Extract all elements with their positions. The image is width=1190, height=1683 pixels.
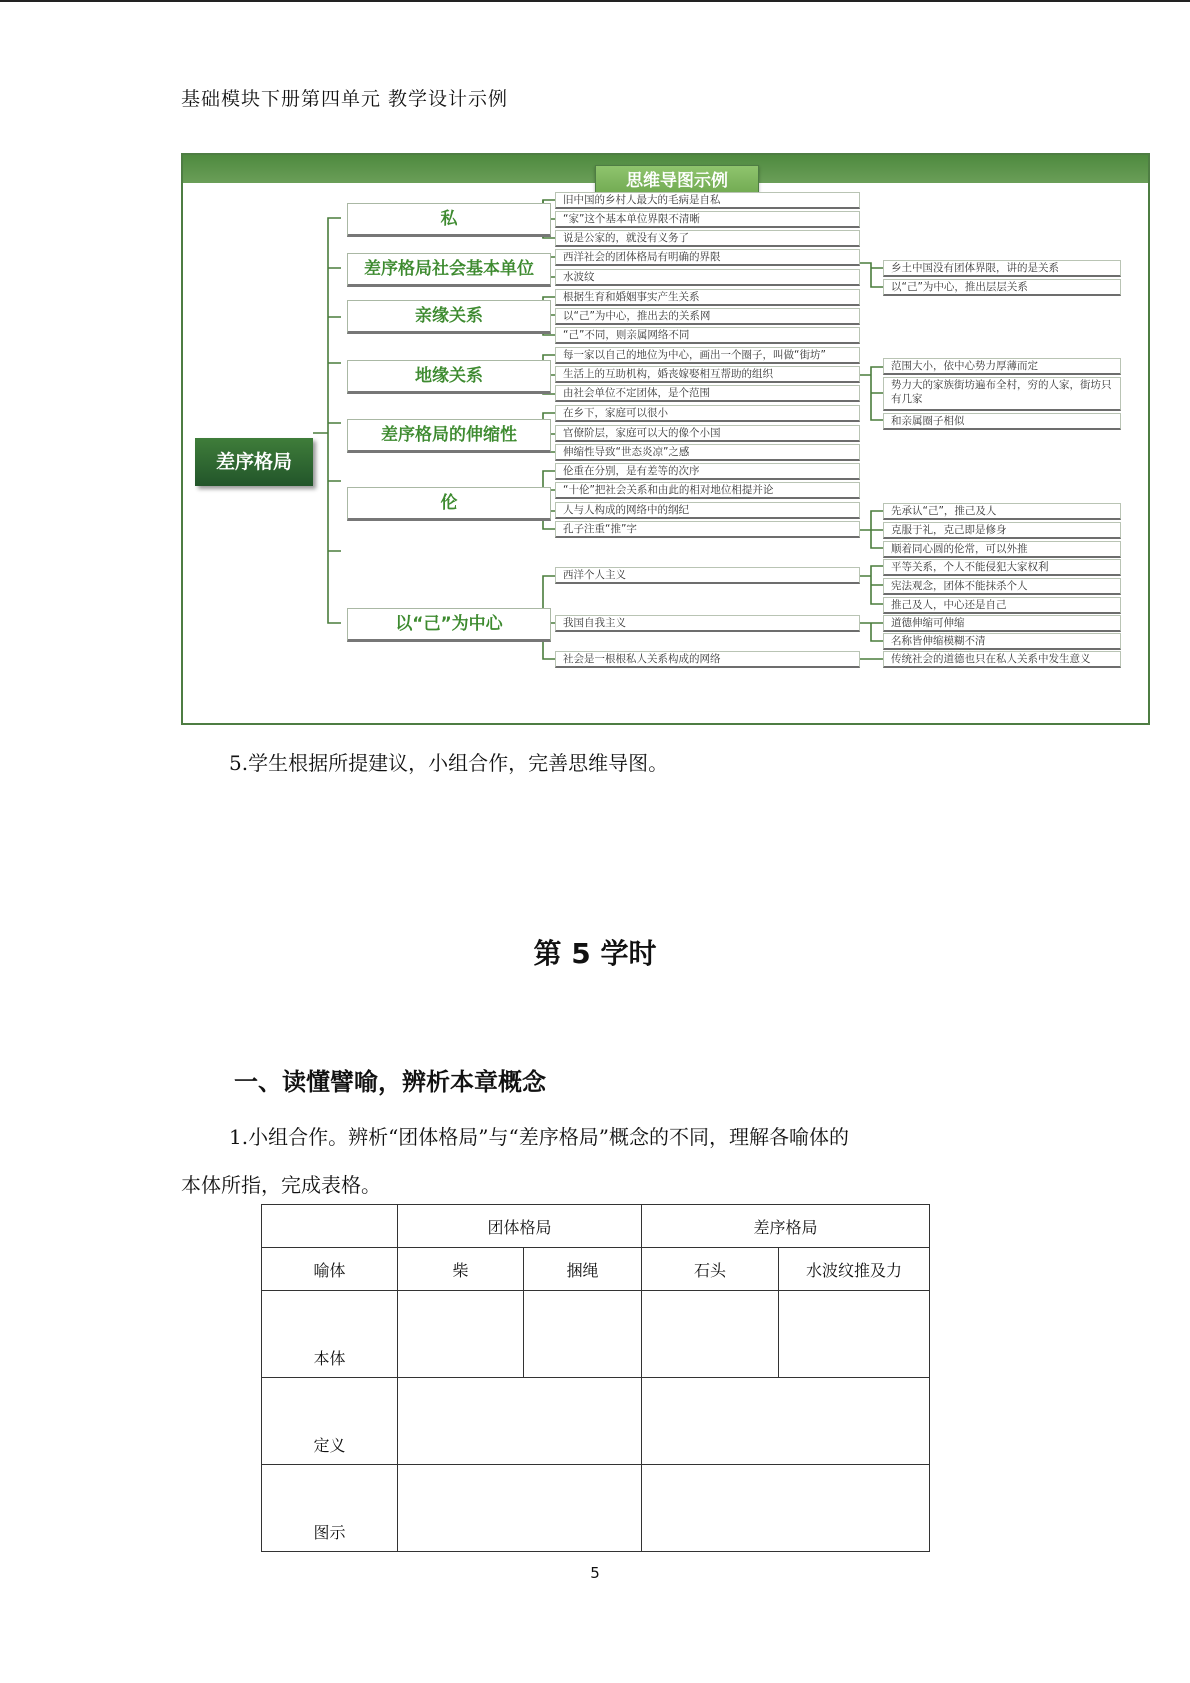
mind-map-leaf: 平等关系，个人不能侵犯大家权利 bbox=[883, 559, 1121, 576]
mind-map-leaf: “己”不同，则亲属网络不同 bbox=[555, 327, 860, 344]
mind-map-leaf: 克服于礼，克己即是修身 bbox=[883, 522, 1121, 539]
step-5-text: 5.学生根据所提建议，小组合作，完善思维导图。 bbox=[229, 751, 669, 775]
mind-map-leaf: 水波纹 bbox=[555, 269, 860, 286]
mind-map-leaf: 我国自我主义 bbox=[555, 615, 860, 632]
mind-map-leaf: 范围大小，依中心势力厚薄而定 bbox=[883, 358, 1121, 375]
mind-map-leaf: 乡土中国没有团体界限，讲的是关系 bbox=[883, 260, 1121, 277]
mind-map-leaf: “十伦”把社会关系和由此的相对地位相提并论 bbox=[555, 482, 860, 499]
mind-map-leaf: 旧中国的乡村人最大的毛病是自私 bbox=[555, 192, 860, 209]
mind-map-leaf: 以“己”为中心，推出层层关系 bbox=[883, 279, 1121, 296]
answer-cell[interactable] bbox=[524, 1291, 642, 1378]
answer-cell[interactable] bbox=[398, 1465, 642, 1552]
answer-cell[interactable] bbox=[398, 1378, 642, 1465]
answer-cell[interactable] bbox=[398, 1291, 524, 1378]
metaphor-cell: 水波纹推及力 bbox=[779, 1248, 930, 1291]
mind-map-node: 伦 bbox=[347, 487, 551, 521]
mind-map-leaf: 宪法观念，团体不能抹杀个人 bbox=[883, 578, 1121, 595]
mind-map-leaf: 西洋社会的团体格局有明确的界限 bbox=[555, 249, 860, 266]
page-number: 5 bbox=[590, 1564, 600, 1582]
mind-map-leaf: 名称皆伸缩模糊不清 bbox=[883, 633, 1121, 650]
mind-map-node: 差序格局社会基本单位 bbox=[347, 253, 551, 287]
metaphor-cell: 捆绳 bbox=[524, 1248, 642, 1291]
mind-map-leaf: 由社会单位不定团体，是个范围 bbox=[555, 385, 860, 402]
top-rule bbox=[0, 0, 1190, 2]
answer-cell[interactable] bbox=[642, 1291, 779, 1378]
concept-table bbox=[261, 1204, 930, 1552]
mind-map-leaf: 势力大的家族街坊遍布全村，穷的人家，街坊只有几家 bbox=[883, 377, 1121, 411]
mind-map-leaf: 先承认“己”，推己及人 bbox=[883, 503, 1121, 520]
mind-map-leaf: 官僚阶层，家庭可以大的像个小国 bbox=[555, 425, 860, 442]
row-label-diagram: 图示 bbox=[262, 1465, 398, 1552]
table-header-group-b: 差序格局 bbox=[642, 1205, 930, 1248]
answer-cell[interactable] bbox=[779, 1291, 930, 1378]
mind-map-title: 思维导图示例 bbox=[595, 165, 759, 197]
section-heading: 一、读懂譬喻，辨析本章概念 bbox=[234, 1068, 546, 1096]
table-header-group-a: 团体格局 bbox=[398, 1205, 642, 1248]
table-cell-empty bbox=[262, 1205, 398, 1248]
metaphor-cell: 石头 bbox=[642, 1248, 779, 1291]
mind-map-leaf: 孔子注重“推”字 bbox=[555, 521, 860, 538]
mind-map-leaf: 推己及人，中心还是自己 bbox=[883, 597, 1121, 614]
mind-map-node: 以“己”为中心 bbox=[347, 608, 551, 642]
mind-map-node: 私 bbox=[347, 203, 551, 237]
mind-map-leaf: 顺着同心圆的伦常，可以外推 bbox=[883, 541, 1121, 558]
mind-map-leaf: 伸缩性导致“世态炎凉”之感 bbox=[555, 444, 860, 461]
lesson-title: 第 5 学时 bbox=[533, 937, 657, 970]
answer-cell[interactable] bbox=[642, 1465, 930, 1552]
paragraph-line: 1.小组合作。辨析“团体格局”与“差序格局”概念的不同，理解各喻体的 bbox=[229, 1125, 849, 1149]
mind-map-leaf: 西洋个人主义 bbox=[555, 567, 860, 584]
mind-map-node: 亲缘关系 bbox=[347, 300, 551, 334]
mind-map-leaf: 和亲属圈子相似 bbox=[883, 413, 1121, 430]
mind-map-leaf: “家”这个基本单位界限不清晰 bbox=[555, 211, 860, 228]
mind-map-leaf: 每一家以自己的地位为中心，画出一个圈子，叫做“街坊” bbox=[555, 347, 860, 364]
answer-cell[interactable] bbox=[642, 1378, 930, 1465]
row-label-metaphor: 喻体 bbox=[262, 1248, 398, 1291]
row-label-ontology: 本体 bbox=[262, 1291, 398, 1378]
mind-map-leaf: 说是公家的，就没有义务了 bbox=[555, 230, 860, 247]
mind-map-figure bbox=[181, 153, 1150, 725]
paragraph-line: 本体所指，完成表格。 bbox=[181, 1173, 381, 1197]
mind-map-leaf: 伦重在分别，是有差等的次序 bbox=[555, 463, 860, 480]
mind-map-leaf: 传统社会的道德也只在私人关系中发生意义 bbox=[883, 651, 1121, 668]
mind-map-root: 差序格局 bbox=[195, 438, 313, 486]
running-header: 基础模块下册第四单元 教学设计示例 bbox=[181, 88, 509, 110]
mind-map-leaf: 根据生育和婚姻事实产生关系 bbox=[555, 289, 860, 306]
mind-map-leaf: 以“己”为中心，推出去的关系网 bbox=[555, 308, 860, 325]
mind-map-leaf: 在乡下，家庭可以很小 bbox=[555, 405, 860, 422]
mind-map-leaf: 社会是一根根私人关系构成的网络 bbox=[555, 651, 860, 668]
mind-map-leaf: 人与人构成的网络中的纲纪 bbox=[555, 502, 860, 519]
row-label-definition: 定义 bbox=[262, 1378, 398, 1465]
mind-map-node: 地缘关系 bbox=[347, 360, 551, 394]
mind-map-node: 差序格局的伸缩性 bbox=[347, 419, 551, 453]
mind-map-leaf: 生活上的互助机构，婚丧嫁娶相互帮助的组织 bbox=[555, 366, 860, 383]
metaphor-cell: 柴 bbox=[398, 1248, 524, 1291]
mind-map-leaf: 道德伸缩可伸缩 bbox=[883, 615, 1121, 632]
